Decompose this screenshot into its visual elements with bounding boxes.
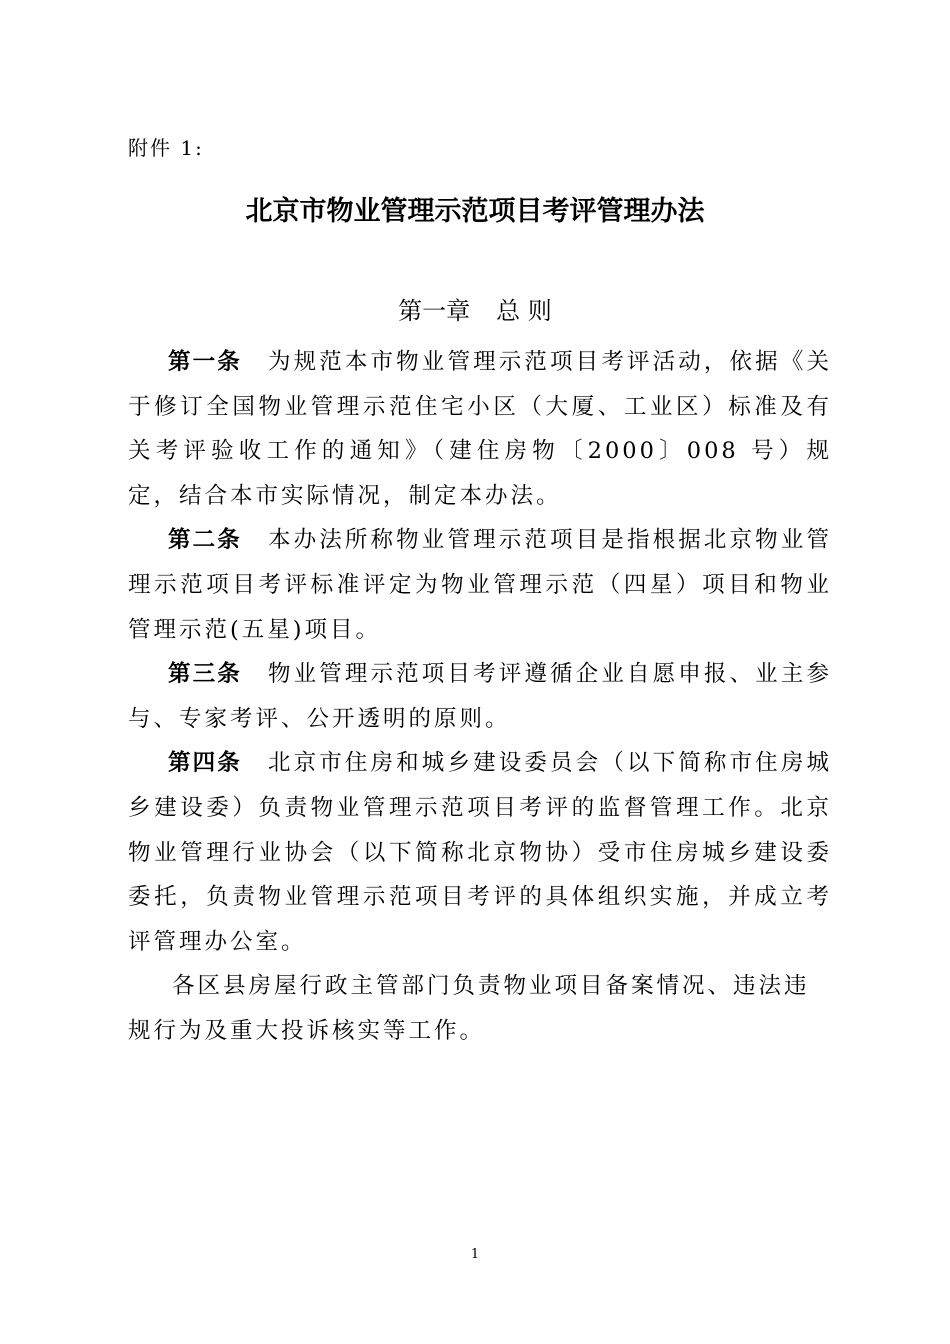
chapter-number: 第一章 xyxy=(398,297,471,325)
article-1 xyxy=(128,340,832,518)
article-text: 物业管理示范项目考评遵循企业自愿申报、业主参与、专家考评、公开透明的原则。 xyxy=(128,661,832,732)
article-number: 第一条 xyxy=(168,349,242,375)
article-3 xyxy=(128,652,832,741)
article-2 xyxy=(128,518,832,652)
chapter-name: 总 则 xyxy=(496,297,552,325)
article-text: 为规范本市物业管理示范项目考评活动，依据《关于修订全国物业管理示范住宅小区（大厦、工业区）标准及有关考评验收工作的通知》（建住房物〔2000〕008 号）规定，结合本市实际情况，制定本办法。 xyxy=(128,349,832,509)
page-number: 1 xyxy=(470,1247,480,1262)
article-text: 北京市住房和城乡建设委员会（以下简称市住房城乡建设委）负责物业管理示范项目考评的监督管理工作。北京物业管理行业协会（以下简称北京物协）受市住房城乡建设委委托，负责物业管理示范项目考评的具体组织实施，并成立考评管理办公室。 xyxy=(128,750,832,955)
article-4 xyxy=(128,741,832,964)
article-number: 第二条 xyxy=(168,527,242,554)
chapter-heading xyxy=(0,294,950,328)
article-number: 第四条 xyxy=(168,750,242,777)
document-body xyxy=(128,340,832,1054)
article-text: 本办法所称物业管理示范项目是指根据北京物业管理示范项目考评标准评定为物业管理示范（四星）项目和物业管理示范(五星)项目。 xyxy=(128,527,832,643)
article-number: 第三条 xyxy=(168,661,242,688)
document-title: 北京市物业管理示范项目考评管理办法 xyxy=(245,196,705,227)
article-4-supplement: 各区县房屋行政主管部门负责物业项目备案情况、违法违规行为及重大投诉核实等工作。 xyxy=(128,973,810,1044)
attachment-label: 附件 1: xyxy=(128,136,204,160)
